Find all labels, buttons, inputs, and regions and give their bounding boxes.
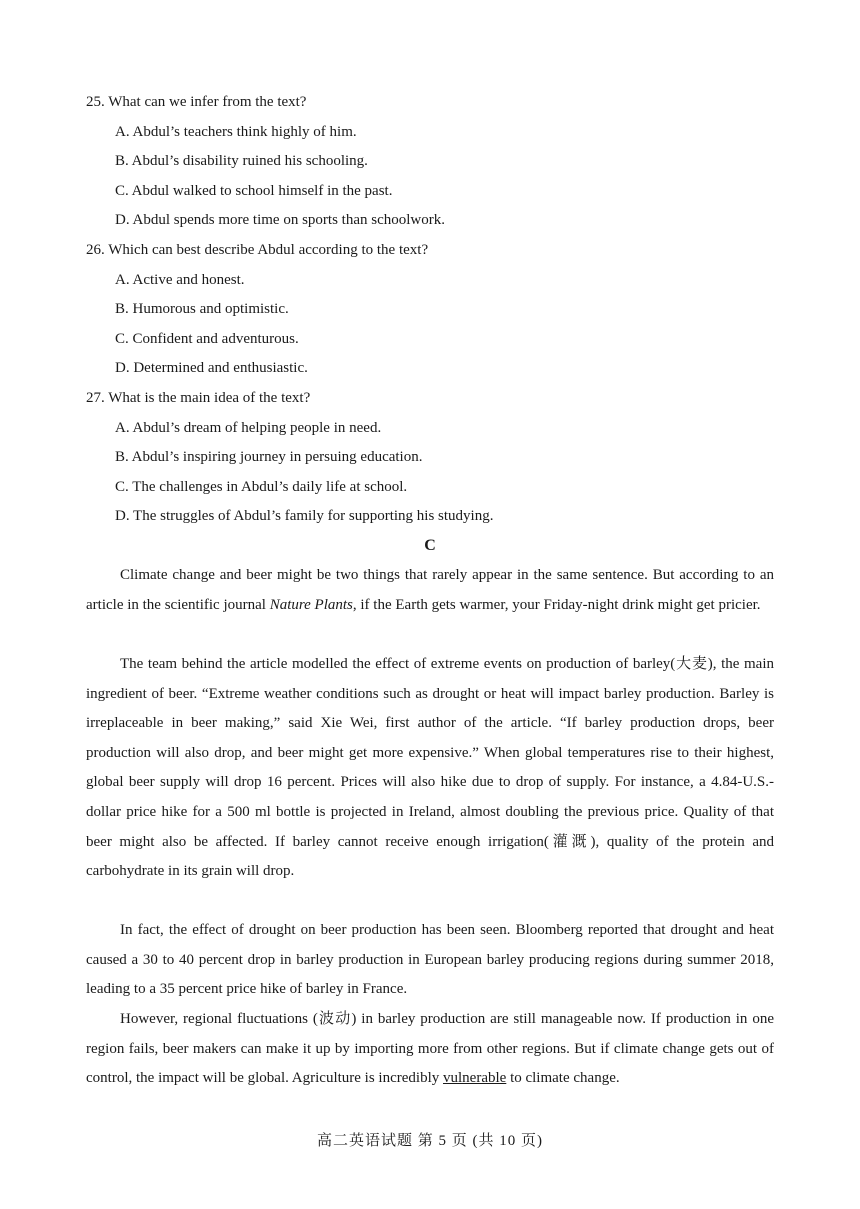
question-25-option-a: A. Abdul’s teachers think highly of him. — [115, 124, 357, 140]
passage-p4-text-b: to climate change. — [506, 1070, 620, 1087]
page-footer: 高二英语试题 第 5 页 (共 10 页) — [317, 1133, 543, 1149]
question-25-option-c: C. Abdul walked to school himself in the past. — [115, 183, 393, 199]
journal-name: Nature Plants — [269, 596, 353, 613]
underlined-word: vulnerable — [443, 1070, 507, 1087]
passage-paragraph-1 — [86, 561, 774, 620]
question-26-option-a: A. Active and honest. — [115, 272, 245, 288]
question-26-option-c: C. Confident and adventurous. — [115, 331, 299, 347]
passage-p4-text-a: However, regional fluctuations (波动) in barley production are still manageable now. If production in one region fails, beer makers can make it up by importing more from other regions. But if climate change gets out of control, the impact will be global. Agriculture is incredibly — [86, 1011, 774, 1087]
question-26-option-b: B. Humorous and optimistic. — [115, 301, 289, 317]
passage-paragraph-2: The team behind the article modelled the effect of extreme events on production of barley(大麦), the main ingredient of beer. “Extreme weather conditions such as drought or heat will impact barley production. Barley is irreplaceable in beer making,” said Xie Wei, first author of the article. “If barley production drops, beer production will also drop, and beer might get more expensive.” When global temperatures rise to their highest, global beer supply will drop 16 percent. Prices will also hike due to drop of supply. For instance, a 4.84-U.S.-dollar price hike for a 500 ml bottle is projected in Ireland, almost doubling the previous price. Quality of that beer might also be affected. If barley cannot receive enough irrigation(灌溉), quality of the protein and carbohydrate in its grain will drop. — [86, 656, 774, 880]
question-26-option-d: D. Determined and enthusiastic. — [115, 360, 308, 376]
question-27-option-b: B. Abdul’s inspiring journey in persuing education. — [115, 449, 423, 465]
passage-paragraph-4 — [86, 1005, 774, 1094]
passage-p1-text-b: , if the Earth gets warmer, your Friday-night drink might get pricier. — [352, 596, 761, 613]
question-27-option-c: C. The challenges in Abdul’s daily life at school. — [115, 479, 408, 495]
question-27-stem: 27. What is the main idea of the text? — [86, 390, 311, 406]
question-27-option-a: A. Abdul’s dream of helping people in need. — [115, 420, 382, 436]
question-26-stem: 26. Which can best describe Abdul according to the text? — [86, 242, 429, 258]
question-27-option-d: D. The struggles of Abdul’s family for supporting his studying. — [115, 508, 494, 524]
question-25-stem: 25. What can we infer from the text? — [86, 94, 307, 110]
section-title: C — [424, 537, 436, 554]
passage-p1-text-a: Climate change and beer might be two things that rarely appear in the same sentence. But according to an article in the scientific journal — [86, 567, 774, 613]
question-25-option-d: D. Abdul spends more time on sports than schoolwork. — [115, 212, 445, 228]
question-25-option-b: B. Abdul’s disability ruined his schooling. — [115, 153, 368, 169]
passage-paragraph-3: In fact, the effect of drought on beer production has been seen. Bloomberg reported that drought and heat caused a 30 to 40 percent drop in barley production in European barley producing regions during summer 2018, leading to a 35 percent price hike of barley in France. — [86, 922, 774, 998]
